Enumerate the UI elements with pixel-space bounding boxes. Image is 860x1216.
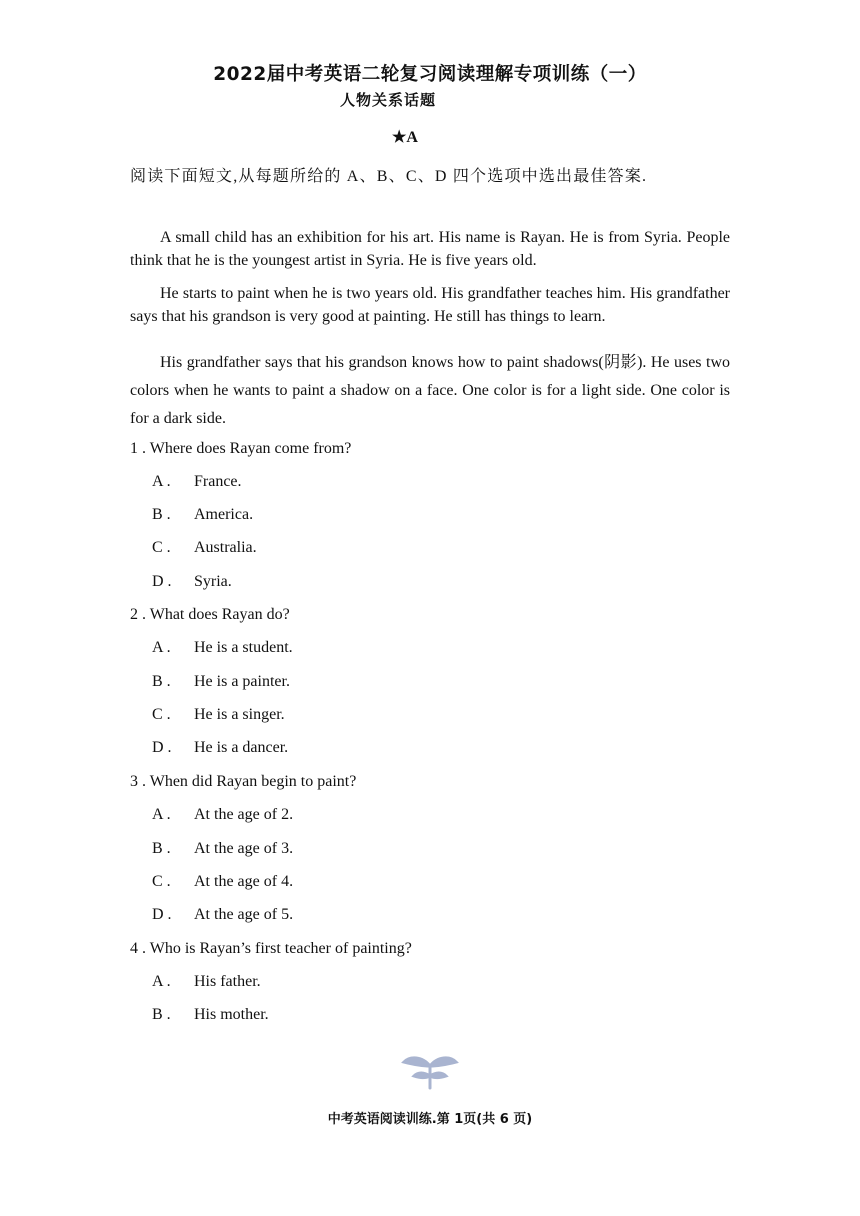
option-letter: B . bbox=[152, 506, 171, 523]
option-letter: B . bbox=[152, 840, 171, 857]
question-2-option-b[interactable] bbox=[152, 673, 290, 691]
question-2-option-c[interactable] bbox=[152, 706, 285, 724]
option-text: Syria. bbox=[194, 573, 232, 590]
question-3-option-c[interactable] bbox=[152, 873, 293, 891]
option-letter: A . bbox=[152, 973, 171, 990]
question-1-option-a[interactable] bbox=[152, 473, 242, 491]
option-text: France. bbox=[194, 473, 242, 490]
option-letter: D . bbox=[152, 906, 172, 923]
option-text: At the age of 4. bbox=[194, 873, 294, 890]
question-2-option-d[interactable] bbox=[152, 739, 288, 757]
option-text: He is a student. bbox=[194, 639, 293, 656]
option-letter: C . bbox=[152, 706, 171, 723]
section-label: ★A bbox=[392, 129, 418, 146]
question-2-option-a[interactable] bbox=[152, 639, 293, 657]
instruction-text: 阅读下面短文,从每题所给的 A、B、C、D 四个选项中选出最佳答案. bbox=[130, 168, 648, 185]
option-text: America. bbox=[194, 506, 254, 523]
option-letter: D . bbox=[152, 573, 172, 590]
question-2-stem: 2 . What does Rayan do? bbox=[130, 606, 290, 623]
page-title: 2022届中考英语二轮复习阅读理解专项训练（一） bbox=[213, 64, 647, 85]
option-letter: A . bbox=[152, 639, 171, 656]
question-4-option-b[interactable] bbox=[152, 1006, 269, 1024]
option-text: At the age of 5. bbox=[194, 906, 294, 923]
option-text: At the age of 3. bbox=[194, 840, 294, 857]
option-text: He is a dancer. bbox=[194, 739, 289, 756]
question-3-stem: 3 . When did Rayan begin to paint? bbox=[130, 773, 357, 790]
page-subtitle: 人物关系话题 bbox=[340, 91, 437, 109]
option-text: He is a singer. bbox=[194, 706, 285, 723]
option-text: Australia. bbox=[194, 539, 257, 556]
page-footer: 中考英语阅读训练.第 1页(共 6 页) bbox=[327, 1112, 533, 1127]
option-text: At the age of 2. bbox=[194, 806, 294, 823]
question-4-option-a[interactable] bbox=[152, 973, 261, 991]
question-1-option-d[interactable] bbox=[152, 573, 232, 591]
option-letter: C . bbox=[152, 873, 171, 890]
option-letter: A . bbox=[152, 473, 171, 490]
option-letter: B . bbox=[152, 673, 171, 690]
option-letter: A . bbox=[152, 806, 171, 823]
option-text: His mother. bbox=[194, 1006, 269, 1023]
question-3-option-a[interactable] bbox=[152, 806, 293, 824]
option-text: His father. bbox=[194, 973, 261, 990]
sprout-logo-icon bbox=[400, 1050, 460, 1090]
passage-paragraph-2: He starts to paint when he is two years old. His grandfather teaches him. His grandfather says that his grandson is very good at painting. He still has things to learn. bbox=[130, 285, 730, 325]
question-3-option-d[interactable] bbox=[152, 906, 293, 924]
passage-paragraph-3: His grandfather says that his grandson knows how to paint shadows(阴影). He uses two colors when he wants to paint a shadow on a face. One color is for a light side. One color is for a dark side. bbox=[130, 354, 730, 427]
question-3-option-b[interactable] bbox=[152, 840, 293, 858]
option-letter: D . bbox=[152, 739, 172, 756]
option-text: He is a painter. bbox=[194, 673, 290, 690]
option-letter: B . bbox=[152, 1006, 171, 1023]
option-letter: C . bbox=[152, 539, 171, 556]
question-1-option-c[interactable] bbox=[152, 539, 257, 557]
question-4-stem: 4 . Who is Rayan’s first teacher of painting? bbox=[130, 940, 412, 957]
question-1-stem: 1 . Where does Rayan come from? bbox=[130, 440, 352, 457]
passage-paragraph-1: A small child has an exhibition for his art. His name is Rayan. He is from Syria. People think that he is the youngest artist in Syria. He is five years old. bbox=[130, 229, 730, 269]
question-1-option-b[interactable] bbox=[152, 506, 253, 524]
